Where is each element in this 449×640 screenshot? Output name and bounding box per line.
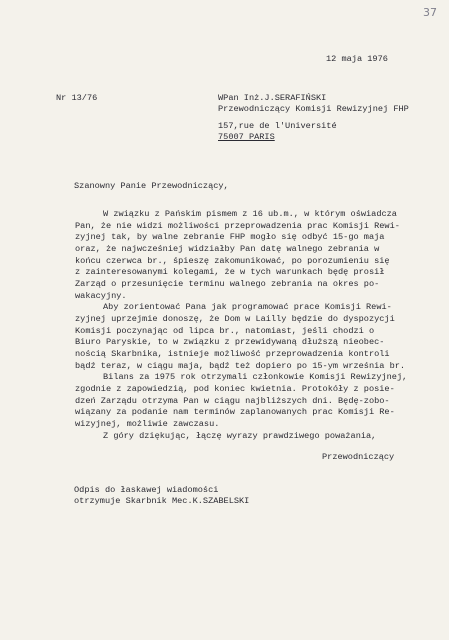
body-line: końcu czerwca br., śpieszę zakomunikować, po porozumieniu się [75,256,390,266]
body-line: Pan, że nie widzi możliwości przeprowadzenia prac Komisji Rewi- [75,221,400,231]
recipient-title: Przewodniczący Komisji Rewizyjnej FHP [218,104,409,114]
recipient-city: 75007 PARIS [218,132,275,142]
signature-title: Przewodniczący [322,452,395,462]
body-line: Zarząd o przesunięcie terminu walnego zebrania na okres po- [75,279,380,289]
body-line: Z góry dziękując, łączę wyrazy prawdziwego poważania, [103,431,377,441]
body-line: nością Skarbnika, istnieje możliwość przeprowadzenia kontroli [75,349,390,359]
copy-note-line: Odpis do łaskawej wiadomości [74,485,219,495]
body-line: z zainteresowanymi kolegami, że w tych warunkach będę prosił [75,267,385,277]
body-line: wizyjnej, możliwie zawczasu. [75,419,220,429]
body-line: Biuro Paryskie, to w związku z przewidywaną dłuższą nieobec- [75,337,385,347]
body-line: zyjnej tak, by walne zebranie FHP mogło się odbyć 15-go maja [75,232,385,242]
body-line: Komisji poczynając od lipca br., natomiast, jeśli chodzi o [75,326,375,336]
body-line: wiązany za podanie nam terminów zaplanowanych prac Komisji Re- [75,407,395,417]
body-line: Aby zorientować Pana jak programować prace Komisji Rewi- [103,302,392,312]
letter-date: 12 maja 1976 [326,54,388,64]
body-line: zyjnej uprzejmie donoszę, że Dom w Lailly będzie do dyspozycji [75,314,395,324]
archive-page-number: 37 [423,6,437,19]
reference-number: Nr 13/76 [56,93,98,103]
body-line: W związku z Pańskim pismem z 16 ub.m., w którym oświadcza [103,209,397,219]
body-line: zgodnie z zapowiedzią, pod koniec kwietnia. Protokóły z posie- [75,384,395,394]
recipient-street: 157,rue de l'Université [218,121,337,131]
salutation: Szanowny Panie Przewodniczący, [74,181,229,191]
body-line: oraz, że najwcześniej widziałby Pan datę walnego zebrania w [75,244,380,254]
recipient-name: WPan Inż.J.SERAFIŃSKI [218,93,327,103]
body-line: bądź teraz, w ciągu maja, bądź też dopiero po 15-ym września br. [75,361,406,371]
body-line: Bilans za 1975 rok otrzymali członkowie Komisji Rewizyjnej, [103,372,408,382]
body-line: wakacyjny. [75,291,127,301]
body-line: dzeń Zarządu otrzyma Pan w ciągu najbliższych dni. Będę-zobo- [75,396,390,406]
copy-note-line: otrzymuje Skarbnik Mec.K.SZABELSKI [74,496,250,506]
